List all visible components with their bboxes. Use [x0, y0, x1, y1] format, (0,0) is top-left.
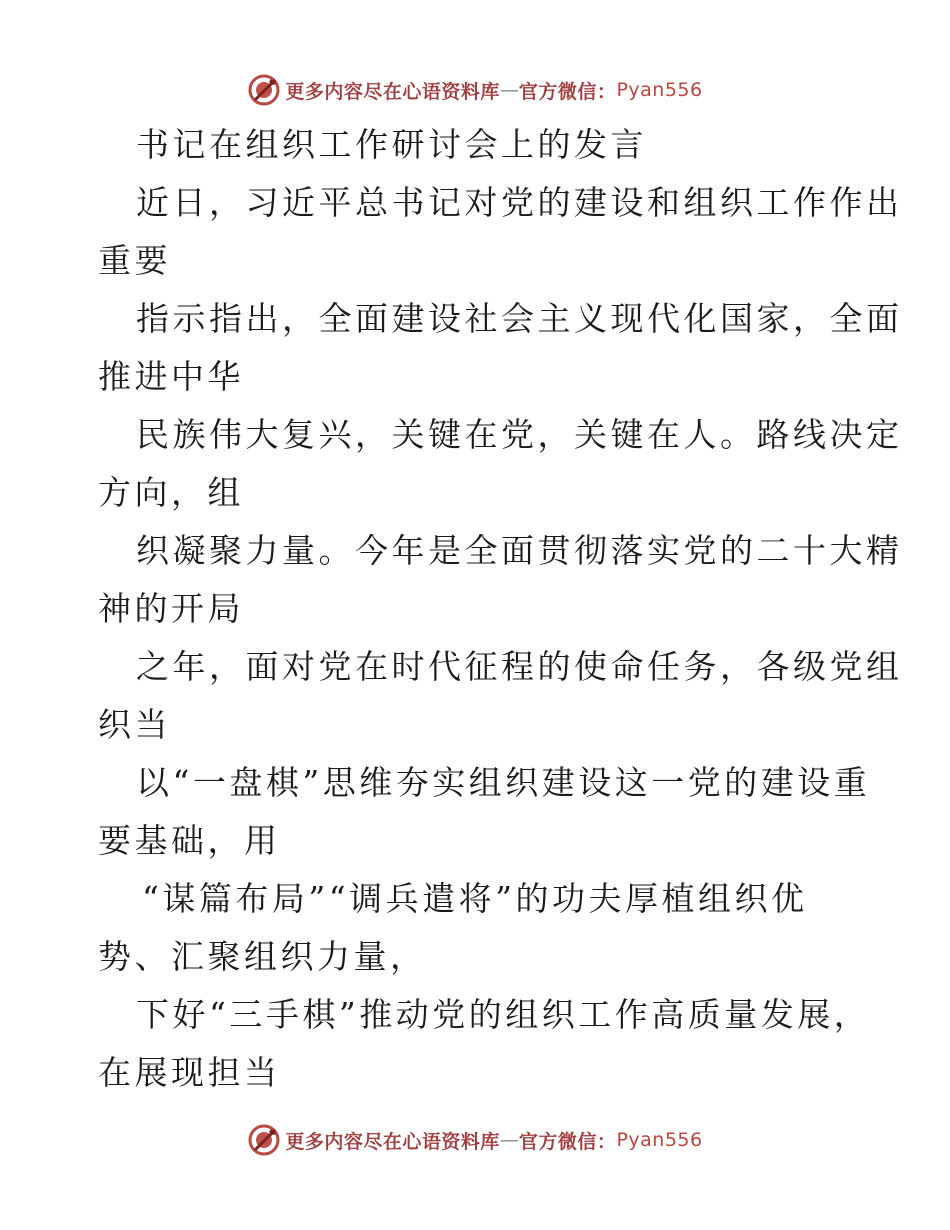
document-body	[98, 116, 903, 1102]
paragraph-line: 织凝聚力量。今年是全面贯彻落实党的二十大精	[136, 531, 903, 570]
footer-watermark	[0, 1120, 950, 1160]
document-title: 书记在组织工作研讨会上的发言	[136, 125, 647, 164]
paragraph-line: “谋篇布局”“调兵遣将”的功夫厚植组织优	[142, 879, 808, 918]
paragraph-line: 民族伟大复兴，关键在党，关键在人。路线决定	[136, 415, 903, 454]
watermark-text: 更多内容尽在心语资料库	[285, 80, 500, 103]
watermark-separator: —	[499, 1129, 519, 1151]
watermark-wechat-label: 官方微信：	[518, 1130, 617, 1153]
paragraph-line: 下好“三手棋”推动党的组织工作高质量发展，	[136, 995, 871, 1034]
paragraph-line: 指示指出，全面建设社会主义现代化国家，全面	[136, 299, 903, 338]
watermark-account: Pyan556	[616, 79, 703, 101]
paragraph-line: 之年，面对党在时代征程的使命任务，各级党组	[136, 647, 903, 686]
seal-logo-icon	[247, 1123, 281, 1157]
seal-logo-icon	[247, 73, 281, 107]
paragraph-line: 织当	[98, 705, 171, 744]
paragraph-line: 以“一盘棋”思维夯实组织建设这一党的建设重	[136, 763, 871, 802]
paragraph-line: 势、汇聚组织力量，	[98, 937, 427, 976]
watermark-wechat-label: 官方微信：	[518, 80, 617, 103]
paragraph-line: 方向，组	[98, 473, 244, 512]
paragraph-line: 在展现担当	[98, 1053, 281, 1092]
watermark-account: Pyan556	[616, 1129, 703, 1151]
paragraph-line: 推进中华	[98, 357, 244, 396]
paragraph-line: 要基础，用	[98, 821, 281, 860]
header-watermark	[0, 70, 950, 110]
watermark-text: 更多内容尽在心语资料库	[285, 1130, 500, 1153]
paragraph-line: 近日，习近平总书记对党的建设和组织工作作出	[136, 183, 903, 222]
paragraph-line: 神的开局	[98, 589, 244, 628]
paragraph-line: 重要	[98, 241, 171, 280]
watermark-separator: —	[499, 79, 519, 101]
